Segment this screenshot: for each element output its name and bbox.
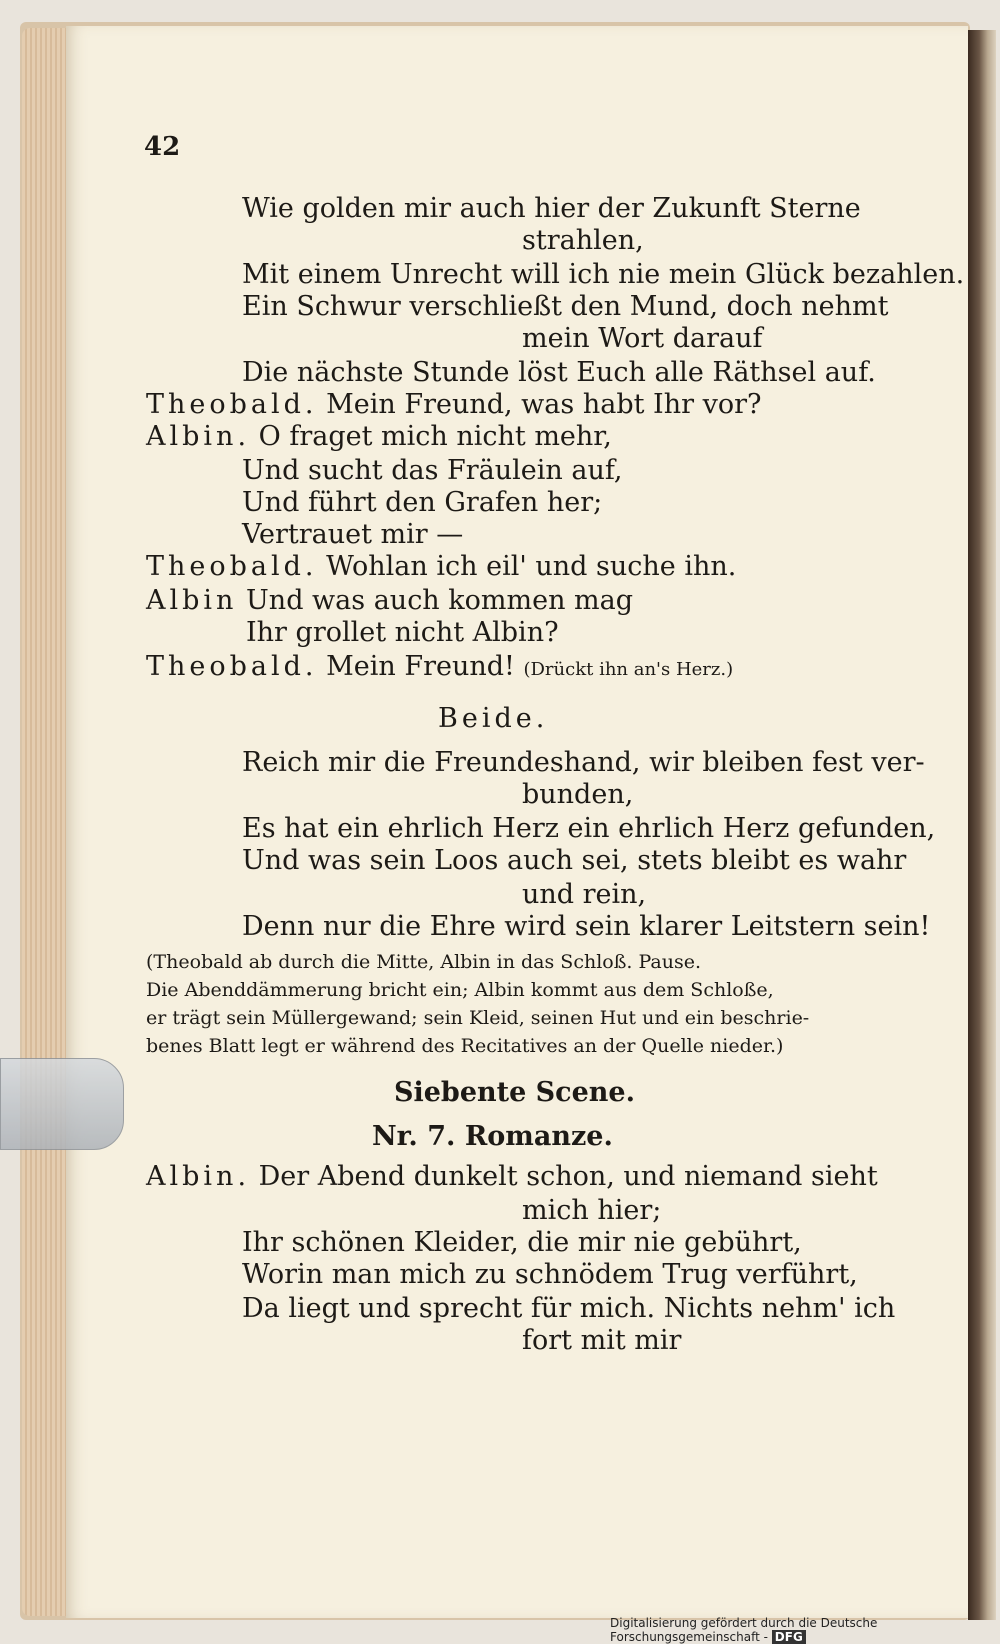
dialogue-text: Und was auch kommen mag bbox=[246, 585, 634, 616]
footer-text: Digitalisierung gefördert durch die Deutsche Forschungsgemeinschaft - bbox=[610, 1616, 878, 1644]
dialogue-text: Der Abend dunkelt schon, und niemand sieht bbox=[258, 1161, 878, 1192]
verse-line: fort mit mir bbox=[522, 1325, 682, 1356]
verse-line: Da liegt und sprecht für mich. Nichts nehm' ich bbox=[242, 1293, 896, 1324]
stage-aside: (Drückt ihn an's Herz.) bbox=[523, 659, 734, 680]
dfg-logo: DFG bbox=[772, 1630, 806, 1644]
page-edges-left bbox=[22, 28, 70, 1616]
verse-line: Und sucht das Fräulein auf, bbox=[242, 455, 623, 486]
verse-line: mich hier; bbox=[522, 1195, 662, 1226]
verse-line: Die nächste Stunde löst Euch alle Räthsel auf. bbox=[242, 357, 876, 388]
verse-line: Ihr schönen Kleider, die mir nie gebührt, bbox=[242, 1227, 802, 1258]
speaker-name: Theobald. bbox=[146, 551, 318, 582]
book-page bbox=[66, 26, 968, 1618]
stage-direction-line: Die Abenddämmerung bricht ein; Albin kommt aus dem Schloße, bbox=[146, 979, 774, 1001]
stage-direction-line: er trägt sein Müllergewand; sein Kleid, seinen Hut und ein beschrie- bbox=[146, 1007, 810, 1029]
scene-title: Siebente Scene. bbox=[394, 1077, 635, 1108]
verse-line: Wie golden mir auch hier der Zukunft Sterne bbox=[242, 193, 861, 224]
verse-line: Ihr grollet nicht Albin? bbox=[246, 617, 559, 648]
verse-line: Und führt den Grafen her; bbox=[242, 487, 603, 518]
verse-line: Ein Schwur verschließt den Mund, doch nehmt bbox=[242, 291, 889, 322]
verse-line: bunden, bbox=[522, 779, 634, 810]
dialogue-text: O fraget mich nicht mehr, bbox=[258, 421, 612, 452]
speaker-name: Albin. bbox=[146, 421, 251, 452]
page-number: 42 bbox=[144, 132, 181, 162]
book-spine-right bbox=[968, 30, 996, 1620]
speaker-name: Albin. bbox=[146, 1161, 251, 1192]
dialogue-line bbox=[146, 420, 612, 454]
dialogue-line bbox=[146, 584, 633, 618]
dialogue-line bbox=[146, 650, 733, 684]
stage-direction-line: (Theobald ab durch die Mitte, Albin in das Schloß. Pause. bbox=[146, 951, 702, 973]
dialogue-line bbox=[146, 388, 761, 422]
speaker-name: Theobald. bbox=[146, 389, 318, 420]
dialogue-line bbox=[146, 550, 736, 584]
verse-line: und rein, bbox=[522, 879, 647, 910]
verse-line: strahlen, bbox=[522, 225, 644, 256]
speaker-name: Albin bbox=[146, 585, 238, 616]
number-title: Nr. 7. Romanze. bbox=[372, 1121, 613, 1152]
verse-line: Vertrauet mir — bbox=[242, 519, 464, 550]
stage-direction-line: benes Blatt legt er während des Recitatives an der Quelle nieder.) bbox=[146, 1035, 784, 1057]
dialogue-text: Wohlan ich eil' und suche ihn. bbox=[326, 551, 737, 582]
verse-line: mein Wort darauf bbox=[522, 323, 763, 354]
verse-line: Mit einem Unrecht will ich nie mein Glück bezahlen. bbox=[242, 259, 965, 290]
dialogue-text: Mein Freund, was habt Ihr vor? bbox=[326, 389, 762, 420]
bookmark-clip bbox=[0, 1058, 124, 1150]
verse-line: Worin man mich zu schnödem Trug verführt, bbox=[242, 1259, 858, 1290]
dialogue-text: Mein Freund! bbox=[326, 651, 515, 682]
verse-line: Denn nur die Ehre wird sein klarer Leitstern sein! bbox=[242, 911, 931, 942]
verse-line: Es hat ein ehrlich Herz ein ehrlich Herz gefunden, bbox=[242, 813, 936, 844]
verse-line: Und was sein Loos auch sei, stets bleibt es wahr bbox=[242, 845, 907, 876]
section-label-beide: Beide. bbox=[438, 703, 549, 734]
digitization-footer bbox=[610, 1616, 1000, 1644]
dialogue-line bbox=[146, 1160, 878, 1194]
verse-line: Reich mir die Freundeshand, wir bleiben fest ver- bbox=[242, 747, 925, 778]
speaker-name: Theobald. bbox=[146, 651, 318, 682]
